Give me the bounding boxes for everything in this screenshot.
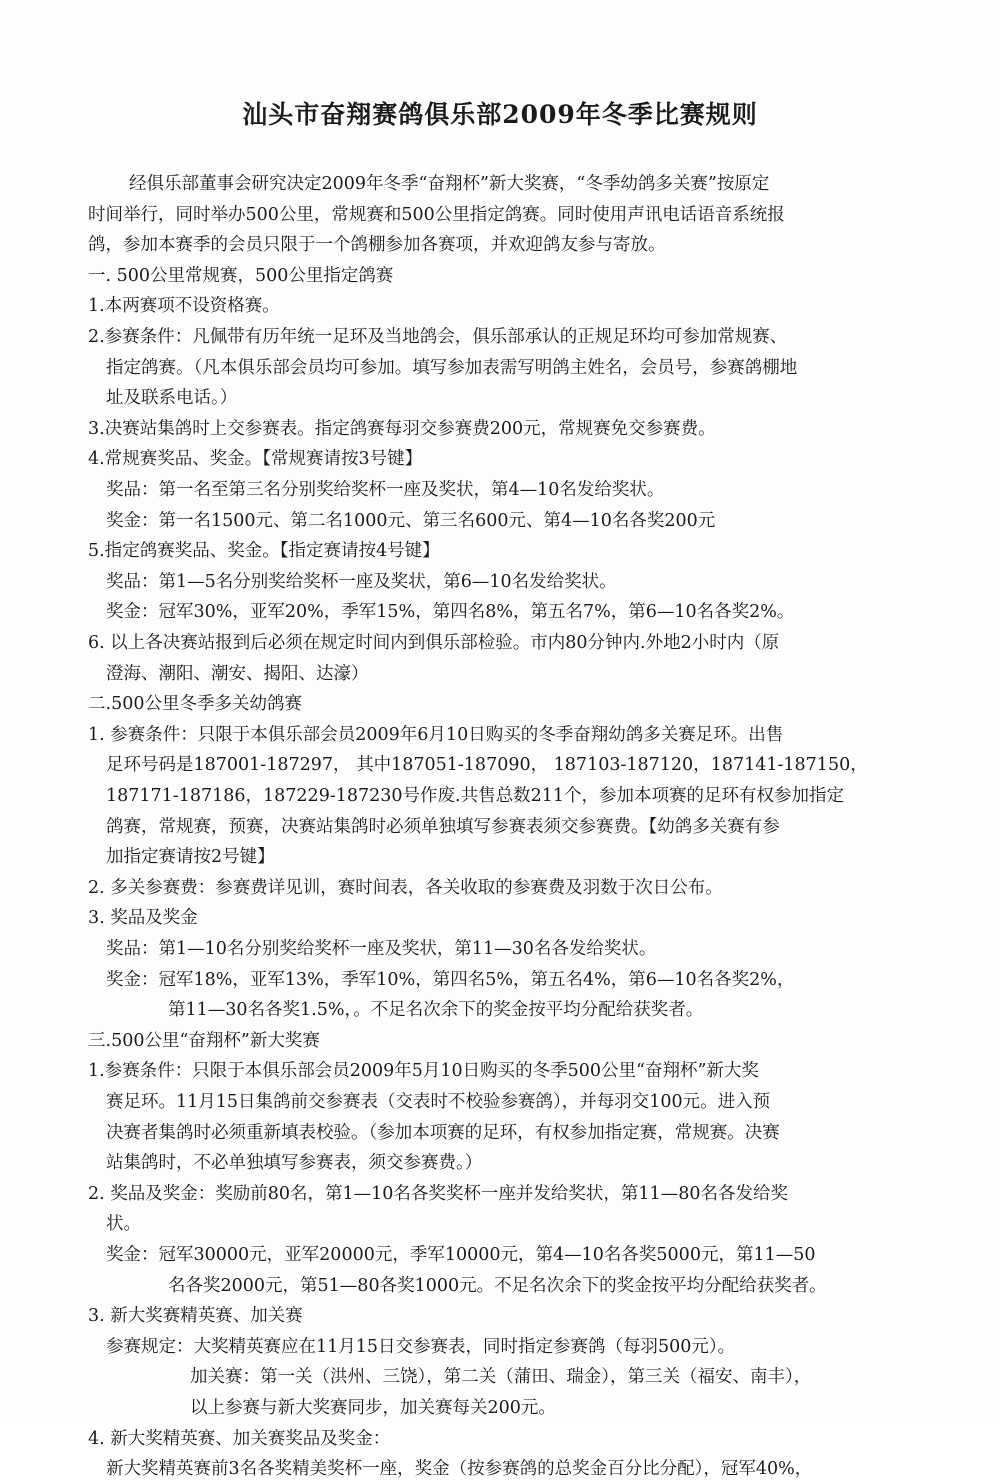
text-line: 以上参赛与新大奖赛同步，加关赛每关200元。 <box>190 1398 556 1418</box>
text-line: 鸽赛，常规赛，预赛，决赛站集鸽时必须单独填写参赛表须交参赛费。【幼鸽多关赛有参 <box>106 816 780 837</box>
text-line: 2. 奖品及奖金：奖励前80名，第1—10名各奖奖杯一座并发给奖状，第11—80名各发给奖 <box>88 1183 788 1204</box>
text-line: 5.指定鸽赛奖品、奖金。【指定赛请按4号键】 <box>88 541 440 562</box>
text-line: 加关赛：第一关（洪州、三饶），第二关（蒲田、瑞金），第三关（福安、南丰）， <box>190 1367 812 1388</box>
text-line: 2. 多关参赛费：参赛费详见训，赛时间表，各关收取的参赛费及羽数于次日公布。 <box>88 877 723 898</box>
text-line: 2.参赛条件：凡佩带有历年统一足环及当地鸽会，俱乐部承认的正规足环均可参加常规赛、 <box>88 327 788 347</box>
text-line: 状。 <box>106 1214 141 1235</box>
text-line: 奖品：第1—10名分别奖给奖杯一座及奖状，第11—30名各发给奖状。 <box>106 939 657 959</box>
text-line: 时间举行，同时举办500公里，常规赛和500公里指定鸽赛。同时使用声讯电话语音系统报 <box>88 204 785 225</box>
text-line: 奖金：第一名1500元、第二名1000元、第三名600元、第4—10名各奖200元 <box>106 510 716 531</box>
text-line: 187171-187186，187229-187230号作废.共售总数211个，参加本项赛的足环有权参加指定 <box>106 786 845 806</box>
text-line: 6. 以上各决赛站报到后必须在规定时间内到俱乐部检验。市内80分钟内.外地2小时内（原 <box>88 633 780 653</box>
text-line: 4.常规赛奖品、奖金。【常规赛请按3号键】 <box>88 449 423 470</box>
text-line: 站集鸽时，不必单独填写参赛表，须交参赛费。） <box>106 1153 483 1174</box>
text-line: 新大奖精英赛前3名各奖精美奖杯一座，奖金（按参赛鸽的总奖金百分比分配），冠军40%， <box>106 1459 813 1480</box>
text-line: 赛足环。11月15日集鸽前交参赛表（交表时不校验参赛鸽），并每羽交100元。进入预 <box>106 1092 771 1112</box>
text-line: 鸽，参加本赛季的会员只限于一个鸽棚参加各赛项，并欢迎鸽友参与寄放。 <box>88 235 666 256</box>
text-line: 奖金：冠军18%，亚军13%，季军10%，第四名5%，第五名4%，第6—10名各奖2%， <box>106 969 795 990</box>
text-line: 奖金：冠军30%，亚军20%，季军15%，第四名8%，第五名7%，第6—10名各奖2%。 <box>106 602 795 623</box>
text-line: 1. 参赛条件：只限于本俱乐部会员2009年6月10日购买的冬季奋翔幼鸽多关赛足环。出售 <box>88 724 784 745</box>
text-line: 奖金：冠军30000元，亚军20000元，季军10000元，第4—10名各奖5000元，第11—50 <box>106 1245 816 1265</box>
text-line: 1.本两赛项不设资格赛。 <box>88 296 280 317</box>
text-line: 1.参赛条件：只限于本俱乐部会员2009年5月10日购买的冬季500公里“奋翔杯”新大奖 <box>88 1061 759 1082</box>
text-line: 奖品：第1—5名分别奖给奖杯一座及奖状，第6—10名发给奖状。 <box>106 571 617 592</box>
text-line: 3.决赛站集鸽时上交参赛表。指定鸽赛每羽交参赛费200元，常规赛免交参赛费。 <box>88 418 716 439</box>
text-line: 澄海、潮阳、潮安、揭阳、达濠） <box>106 663 369 684</box>
section-heading: 三.500公里“奋翔杯”新大奖赛 <box>88 1030 320 1051</box>
text-line: 参赛规定：大奖精英赛应在11月15日交参赛表，同时指定参赛鸽（每羽500元）。 <box>106 1336 736 1357</box>
text-line: 4. 新大奖精英赛、加关赛奖品及奖金： <box>88 1428 391 1449</box>
text-line: 名各奖2000元，第51—80各奖1000元。不足名次余下的奖金按平均分配给获奖者。 <box>168 1275 827 1296</box>
text-line: 3. 新大奖赛精英赛、加关赛 <box>88 1306 303 1327</box>
text-line: 3. 奖品及奖金 <box>88 908 198 929</box>
text-line: 奖品：第一名至第三名分别奖给奖杯一座及奖状，第4—10名发给奖状。 <box>106 480 665 500</box>
text-line: 第11—30名各奖1.5%，。不足名次余下的奖金按平均分配给获奖者。 <box>168 1000 704 1021</box>
section-heading: 一. 500公里常规赛，500公里指定鸽赛 <box>88 265 394 286</box>
text-line: 指定鸽赛。（凡本俱乐部会员均可参加。填写参加表需写明鸽主姓名，会员号，参赛鸽棚地 <box>106 357 798 378</box>
section-heading: 二.500公里冬季多关幼鸽赛 <box>88 694 302 715</box>
text-line: 址及联系电话。） <box>106 388 238 409</box>
text-line: 加指定赛请按2号键】 <box>106 847 275 868</box>
text-line: 决赛者集鸽时必须重新填表校验。（参加本项赛的足环，有权参加指定赛，常规赛。决赛 <box>106 1122 780 1143</box>
text-line: 经俱乐部董事会研究决定2009年冬季“奋翔杯”新大奖赛，“冬季幼鸽多关赛”按原定 <box>129 174 770 194</box>
text-line: 足环号码是187001-187297， 其中187051-187090， 187103-187120，187141-187150， <box>106 755 868 776</box>
document-title: 汕头市奋翔赛鸽俱乐部2009年冬季比赛规则 <box>242 100 758 129</box>
